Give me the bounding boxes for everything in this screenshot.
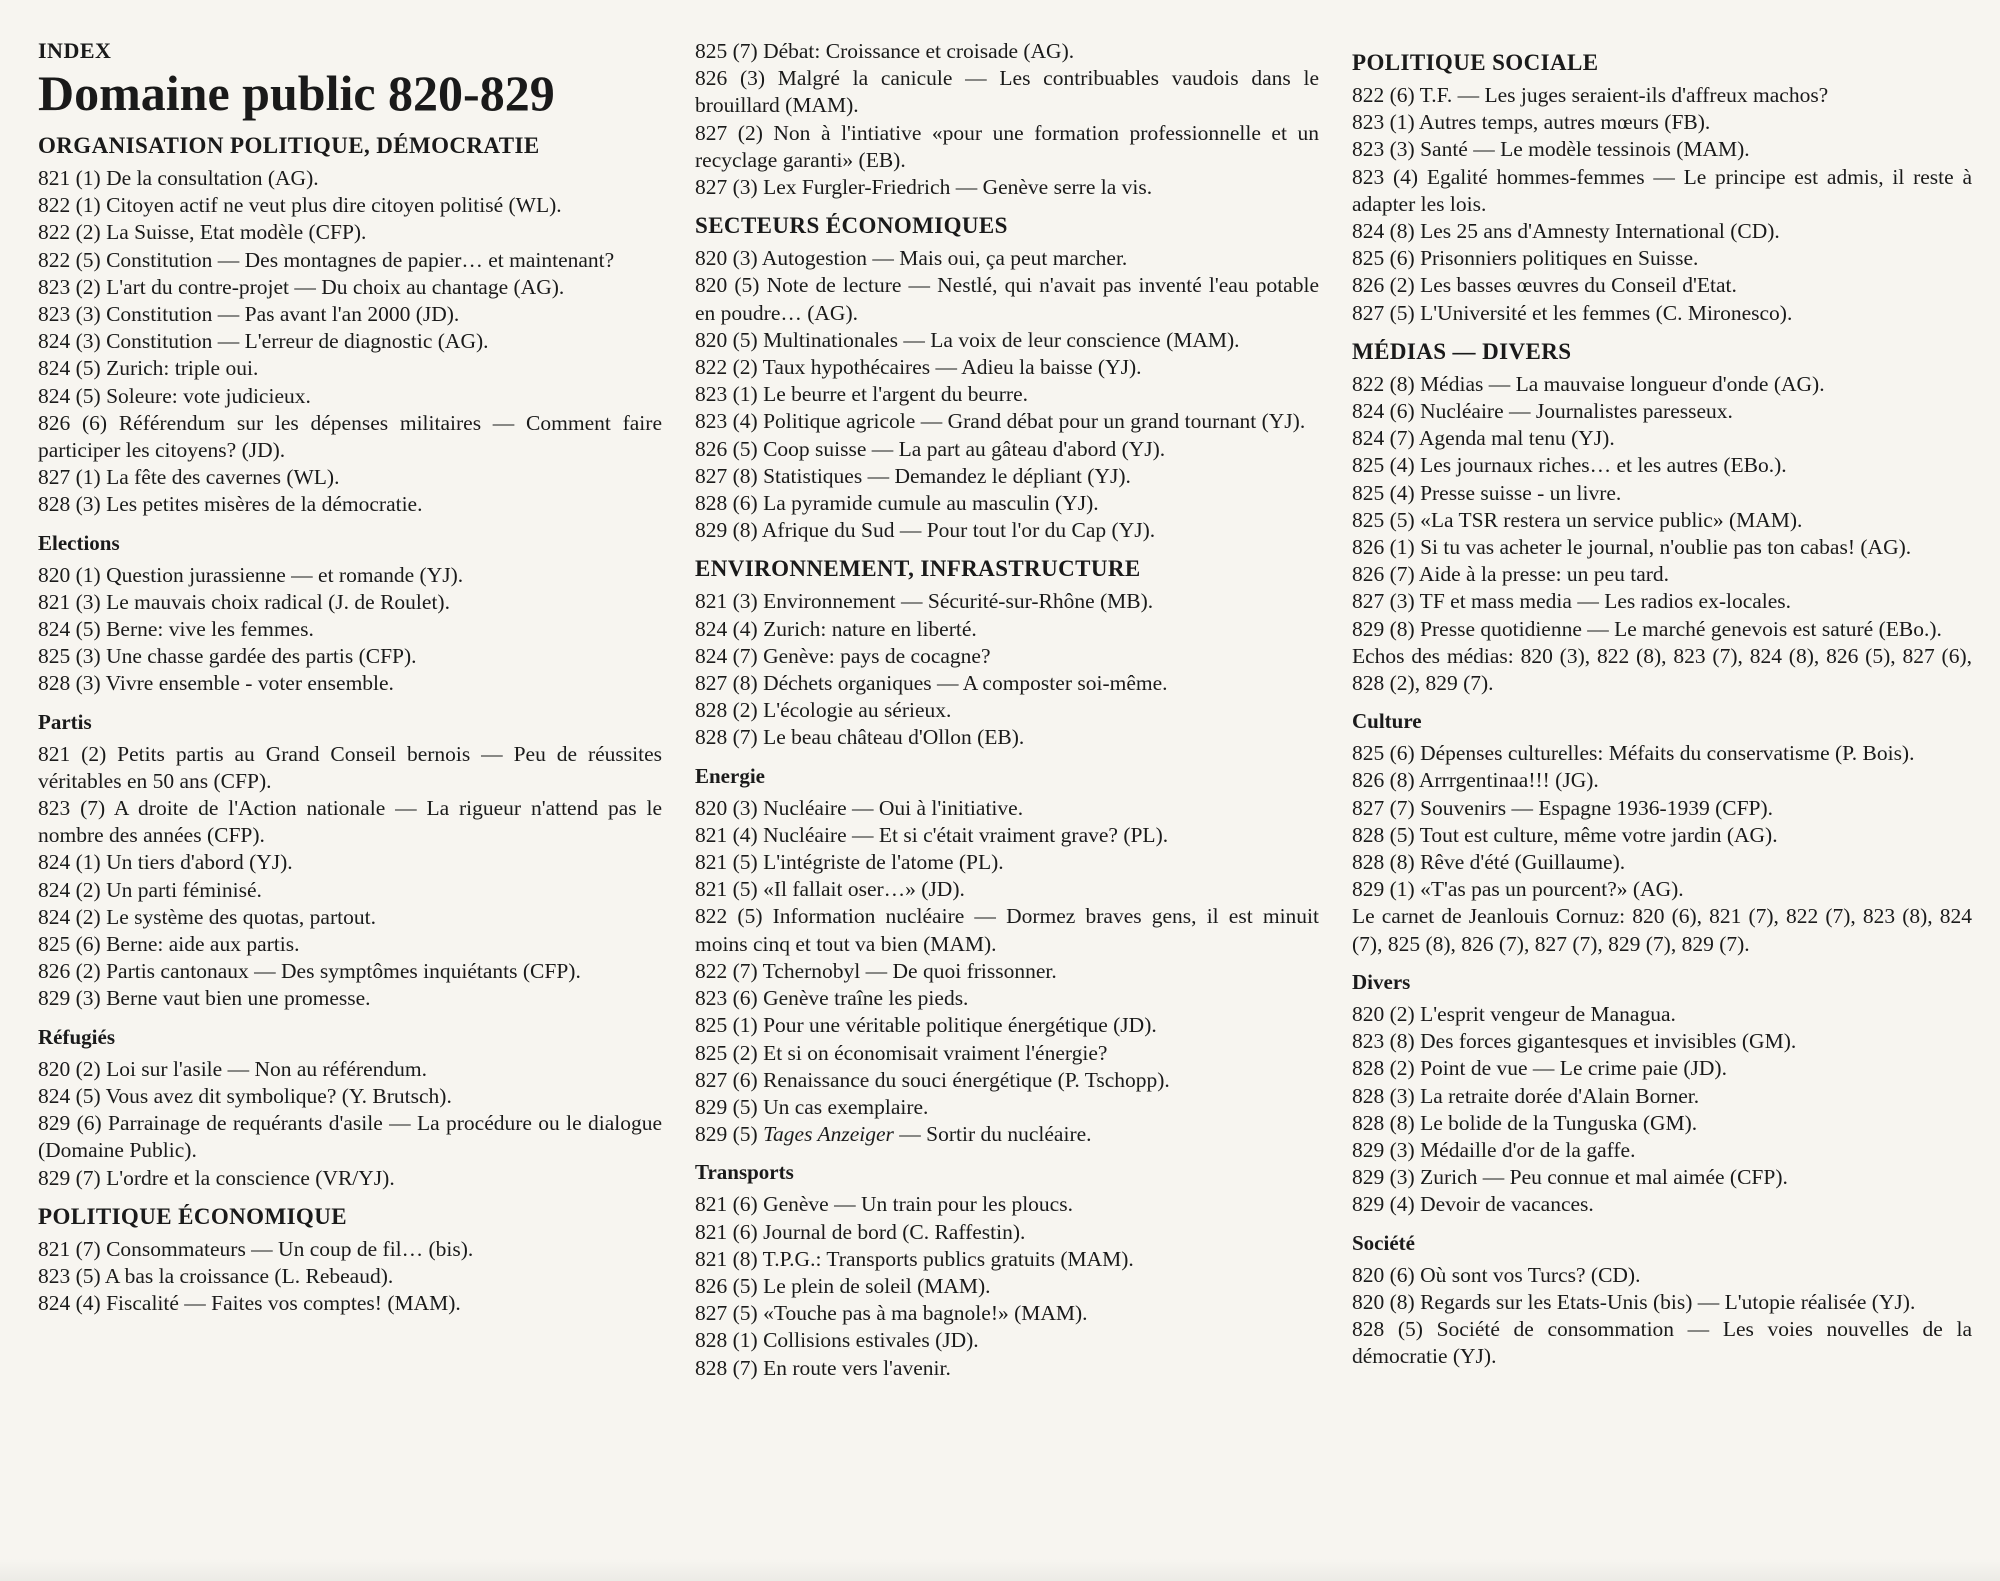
index-entry: 822 (5) Information nucléaire — Dormez braves gens, il est minuit moins cinq et tout va bien (MAM). bbox=[695, 904, 1319, 956]
index-entry: 826 (1) Si tu vas acheter le journal, n'oublie pas ton cabas! (AG). bbox=[1352, 535, 1912, 560]
index-entry: 829 (3) Berne vaut bien une promesse. bbox=[38, 986, 371, 1011]
index-entry: 822 (7) Tchernobyl — De quoi frissonner. bbox=[695, 958, 1057, 983]
index-entry: 828 (7) En route vers l'avenir. bbox=[695, 1355, 951, 1380]
column-1-entries bbox=[38, 133, 662, 1317]
index-entry: 820 (6) Où sont vos Turcs? (CD). bbox=[1352, 1262, 1641, 1287]
index-entry: 820 (2) L'esprit vengeur de Managua. bbox=[1352, 1001, 1676, 1026]
index-entry: 828 (6) La pyramide cumule au masculin (YJ). bbox=[695, 491, 1099, 516]
subsection-heading: Culture bbox=[1352, 709, 1422, 734]
index-entry: 820 (5) Note de lecture — Nestlé, qui n'avait pas inventé l'eau potable en poudre… (AG). bbox=[695, 273, 1319, 325]
section-heading: POLITIQUE SOCIALE bbox=[1352, 50, 1599, 75]
section-heading: POLITIQUE ÉCONOMIQUE bbox=[38, 1203, 347, 1229]
index-entry: 829 (1) «T'as pas un pourcent?» (AG). bbox=[1352, 877, 1684, 902]
index-entry: 820 (3) Autogestion — Mais oui, ça peut marcher. bbox=[695, 246, 1128, 271]
index-entry: 821 (3) Le mauvais choix radical (J. de Roulet). bbox=[38, 589, 450, 614]
index-entry: 826 (2) Partis cantonaux — Des symptômes inquiétants (CFP). bbox=[38, 959, 581, 984]
index-entry: 821 (2) Petits partis au Grand Conseil bernois — Peu de réussites véritables en 50 ans (CFP). bbox=[38, 741, 662, 793]
index-entry: 828 (8) Le bolide de la Tunguska (GM). bbox=[1352, 1110, 1698, 1135]
index-entry: 829 (3) Médaille d'or de la gaffe. bbox=[1352, 1137, 1636, 1162]
index-entry: 826 (3) Malgré la canicule — Les contribuables vaudois dans le brouillard (MAM). bbox=[695, 66, 1319, 118]
index-entry: 824 (5) Soleure: vote judicieux. bbox=[38, 383, 311, 408]
index-entry: 827 (7) Souvenirs — Espagne 1936-1939 (CFP). bbox=[1352, 795, 1774, 820]
index-entry: 822 (8) Médias — La mauvaise longueur d'onde (AG). bbox=[1352, 371, 1825, 396]
section-heading: ORGANISATION POLITIQUE, DÉMOCRATIE bbox=[38, 133, 540, 158]
section-heading: SECTEURS ÉCONOMIQUES bbox=[695, 213, 1008, 239]
index-entry: 828 (3) La retraite dorée d'Alain Borner. bbox=[1352, 1083, 1700, 1108]
column-3-entries bbox=[1352, 50, 1972, 1370]
index-entry: 821 (1) De la consultation (AG). bbox=[38, 166, 319, 190]
index-entry: 828 (2) L'écologie au sérieux. bbox=[695, 698, 952, 723]
subsection-heading: Réfugiés bbox=[38, 1024, 115, 1049]
index-entry: 828 (3) Vivre ensemble - voter ensemble. bbox=[38, 671, 394, 696]
index-entry: 822 (6) T.F. — Les juges seraient-ils d'affreux machos? bbox=[1352, 83, 1829, 107]
index-entry: 827 (3) Lex Furgler-Friedrich — Genève serre la vis. bbox=[695, 175, 1153, 200]
index-entry: 820 (3) Nucléaire — Oui à l'initiative. bbox=[695, 795, 1024, 820]
index-entry: 823 (5) A bas la croissance (L. Rebeaud). bbox=[38, 1263, 394, 1288]
index-entry: 824 (8) Les 25 ans d'Amnesty International (CD). bbox=[1352, 219, 1780, 244]
index-entry: 824 (5) Berne: vive les femmes. bbox=[38, 617, 314, 642]
index-entry: 824 (6) Nucléaire — Journalistes paresseux. bbox=[1352, 399, 1733, 424]
page-title: Domaine public 820-829 bbox=[38, 65, 555, 121]
index-entry: 822 (2) Taux hypothécaires — Adieu la baisse (YJ). bbox=[695, 355, 1142, 380]
entry-italic-title: Tages Anzeiger bbox=[763, 1122, 894, 1147]
index-entry: 823 (2) L'art du contre-projet — Du choix au chantage (AG). bbox=[38, 274, 565, 299]
index-entry: 826 (2) Les basses œuvres du Conseil d'Etat. bbox=[1352, 273, 1737, 298]
index-entry: 821 (6) Genève — Un train pour les ploucs. bbox=[695, 1192, 1073, 1217]
index-entry: Echos des médias: 820 (3), 822 (8), 823 (7), 824 (8), 826 (5), 827 (6), 828 (2), 829 (7). bbox=[1352, 643, 1972, 696]
index-entry: 829 (6) Parrainage de requérants d'asile — La procédure ou le dialogue (Domaine Public). bbox=[38, 1111, 662, 1163]
index-entry: 823 (4) Egalité hommes-femmes — Le principe est admis, il reste à adapter les lois. bbox=[1352, 164, 1972, 216]
index-entry: 828 (5) Société de consommation — Les voies nouvelles de la démocratie (YJ). bbox=[1352, 1316, 1972, 1369]
column-2-entries bbox=[695, 38, 1319, 1382]
index-entry: 826 (6) Référendum sur les dépenses militaires — Comment faire participer les citoyens? (JD). bbox=[38, 410, 662, 463]
index-entry: 824 (4) Zurich: nature en liberté. bbox=[695, 616, 977, 641]
index-entry: 827 (8) Déchets organiques — A composter soi-même. bbox=[695, 671, 1168, 696]
index-entry: 827 (8) Statistiques — Demandez le dépliant (YJ). bbox=[695, 463, 1131, 488]
index-entry: 824 (7) Genève: pays de cocagne? bbox=[695, 643, 991, 668]
index-entry: 821 (8) T.P.G.: Transports publics gratuits (MAM). bbox=[695, 1246, 1134, 1271]
index-entry: 820 (5) Multinationales — La voix de leur conscience (MAM). bbox=[695, 327, 1240, 352]
index-entry: 827 (1) La fête des cavernes (WL). bbox=[38, 465, 340, 490]
index-entry: 823 (8) Des forces gigantesques et invisibles (GM). bbox=[1352, 1029, 1797, 1054]
index-entry: 827 (2) Non à l'intiative «pour une formation professionnelle et un recyclage garanti» (EB). bbox=[695, 120, 1319, 172]
index-entry: 823 (1) Autres temps, autres mœurs (FB). bbox=[1352, 110, 1711, 135]
page-bottom-edge bbox=[0, 1559, 2000, 1581]
index-entry: 829 (8) Afrique du Sud — Pour tout l'or du Cap (YJ). bbox=[695, 518, 1156, 543]
index-entry bbox=[695, 1121, 1319, 1148]
index-entry: 825 (1) Pour une véritable politique énergétique (JD). bbox=[695, 1013, 1157, 1038]
section-heading: MÉDIAS — DIVERS bbox=[1352, 338, 1572, 364]
entry-text: 829 (5) bbox=[695, 1122, 764, 1147]
index-entry: 821 (5) «Il fallait oser…» (JD). bbox=[695, 877, 965, 902]
index-entry: 821 (3) Environnement — Sécurité-sur-Rhône (MB). bbox=[695, 589, 1154, 614]
index-entry: 826 (5) Coop suisse — La part au gâteau d'abord (YJ). bbox=[695, 436, 1166, 461]
index-entry: 829 (3) Zurich — Peu connue et mal aimée (CFP). bbox=[1352, 1165, 1788, 1190]
index-entry: 828 (8) Rêve d'été (Guillaume). bbox=[1352, 850, 1626, 875]
index-entry: 826 (7) Aide à la presse: un peu tard. bbox=[1352, 562, 1670, 587]
index-entry: 821 (5) L'intégriste de l'atome (PL). bbox=[695, 850, 1004, 875]
index-entry: 821 (7) Consommateurs — Un coup de fil… (bis). bbox=[38, 1236, 474, 1261]
index-entry: 829 (5) Un cas exemplaire. bbox=[695, 1094, 929, 1119]
index-entry: 827 (6) Renaissance du souci énergétique (P. Tschopp). bbox=[695, 1067, 1170, 1092]
index-entry: 825 (7) Débat: Croissance et croisade (AG). bbox=[695, 39, 1075, 63]
index-entry: 823 (1) Le beurre et l'argent du beurre. bbox=[695, 382, 1028, 407]
index-entry: 828 (2) Point de vue — Le crime paie (JD). bbox=[1352, 1056, 1727, 1081]
index-entry: 829 (4) Devoir de vacances. bbox=[1352, 1192, 1594, 1217]
index-entry: Le carnet de Jeanlouis Cornuz: 820 (6), 821 (7), 822 (7), 823 (8), 824 (7), 825 (8), 826 (7), 827 (7), 829 (7), 829 (7). bbox=[1352, 904, 1972, 956]
subsection-heading: Elections bbox=[38, 530, 120, 555]
index-entry: 824 (2) Le système des quotas, partout. bbox=[38, 904, 376, 929]
index-entry: 822 (5) Constitution — Des montagnes de papier… et maintenant? bbox=[38, 247, 615, 272]
index-entry: 824 (4) Fiscalité — Faites vos comptes! (MAM). bbox=[38, 1291, 461, 1316]
index-entry: 828 (7) Le beau château d'Ollon (EB). bbox=[695, 725, 1025, 750]
index-entry: 826 (8) Arrrgentinaa!!! (JG). bbox=[1352, 768, 1599, 793]
index-entry: 825 (2) Et si on économisait vraiment l'énergie? bbox=[695, 1040, 1108, 1065]
index-entry: 823 (4) Politique agricole — Grand débat pour un grand tournant (YJ). bbox=[695, 409, 1306, 434]
subsection-heading: Société bbox=[1352, 1230, 1415, 1255]
column-2 bbox=[695, 38, 1319, 1382]
column-3 bbox=[1352, 38, 1972, 1370]
subsection-heading: Energie bbox=[695, 763, 765, 788]
index-entry: 829 (8) Presse quotidienne — Le marché genevois est saturé (EBo.). bbox=[1352, 616, 1942, 641]
index-entry: 826 (5) Le plein de soleil (MAM). bbox=[695, 1273, 991, 1298]
index-entry: 823 (3) Constitution — Pas avant l'an 2000 (JD). bbox=[38, 302, 460, 327]
index-entry: 822 (1) Citoyen actif ne veut plus dire citoyen politisé (WL). bbox=[38, 193, 562, 218]
index-entry: 824 (2) Un parti féminisé. bbox=[38, 877, 262, 902]
index-entry: 824 (5) Vous avez dit symbolique? (Y. Brutsch). bbox=[38, 1083, 452, 1108]
entry-text: — Sortir du nucléaire. bbox=[893, 1122, 1092, 1147]
subsection-heading: Partis bbox=[38, 709, 92, 734]
index-entry: 827 (5) «Touche pas à ma bagnole!» (MAM). bbox=[695, 1301, 1088, 1326]
index-entry: 824 (1) Un tiers d'abord (YJ). bbox=[38, 850, 293, 875]
index-tag: INDEX bbox=[38, 38, 112, 63]
index-entry: 822 (2) La Suisse, Etat modèle (CFP). bbox=[38, 220, 367, 245]
index-entry: 824 (7) Agenda mal tenu (YJ). bbox=[1352, 426, 1615, 451]
index-entry: 820 (8) Regards sur les Etats-Unis (bis) — L'utopie réalisée (YJ). bbox=[1352, 1289, 1916, 1314]
index-entry: 823 (6) Genève traîne les pieds. bbox=[695, 986, 969, 1011]
index-entry: 825 (4) Les journaux riches… et les autres (EBo.). bbox=[1352, 453, 1787, 478]
index-entry: 828 (1) Collisions estivales (JD). bbox=[695, 1328, 979, 1353]
index-entry: 825 (6) Berne: aide aux partis. bbox=[38, 932, 300, 957]
index-entry: 823 (3) Santé — Le modèle tessinois (MAM). bbox=[1352, 137, 1750, 162]
index-entry: 824 (3) Constitution — L'erreur de diagnostic (AG). bbox=[38, 329, 489, 354]
index-entry: 823 (7) A droite de l'Action nationale — La rigueur n'attend pas le nombre des années (CFP). bbox=[38, 796, 662, 848]
index-entry: 827 (5) L'Université et les femmes (C. Mironesco). bbox=[1352, 300, 1793, 325]
index-entry: 829 (7) L'ordre et la conscience (VR/YJ). bbox=[38, 1165, 395, 1190]
index-entry: 828 (3) Les petites misères de la démocratie. bbox=[38, 492, 423, 517]
section-heading: ENVIRONNEMENT, INFRASTRUCTURE bbox=[695, 556, 1141, 582]
index-entry: 825 (4) Presse suisse - un livre. bbox=[1352, 480, 1622, 505]
subsection-heading: Transports bbox=[695, 1160, 794, 1185]
index-entry: 821 (4) Nucléaire — Et si c'était vraiment grave? (PL). bbox=[695, 822, 1169, 847]
index-entry: 828 (5) Tout est culture, même votre jardin (AG). bbox=[1352, 822, 1778, 847]
index-entry: 825 (5) «La TSR restera un service public» (MAM). bbox=[1352, 507, 1803, 532]
subsection-heading: Divers bbox=[1352, 969, 1411, 994]
column-1 bbox=[38, 38, 662, 1317]
index-entry: 825 (6) Dépenses culturelles: Méfaits du conservatisme (P. Bois). bbox=[1352, 741, 1915, 766]
index-entry: 821 (6) Journal de bord (C. Raffestin). bbox=[695, 1219, 1026, 1244]
index-entry: 820 (2) Loi sur l'asile — Non au référendum. bbox=[38, 1056, 427, 1081]
index-entry: 824 (5) Zurich: triple oui. bbox=[38, 356, 259, 381]
index-entry: 825 (6) Prisonniers politiques en Suisse. bbox=[1352, 246, 1699, 271]
index-entry: 827 (3) TF et mass media — Les radios ex-locales. bbox=[1352, 589, 1792, 614]
index-entry: 825 (3) Une chasse gardée des partis (CFP). bbox=[38, 644, 417, 669]
index-entry: 820 (1) Question jurassienne — et romande (YJ). bbox=[38, 562, 464, 587]
